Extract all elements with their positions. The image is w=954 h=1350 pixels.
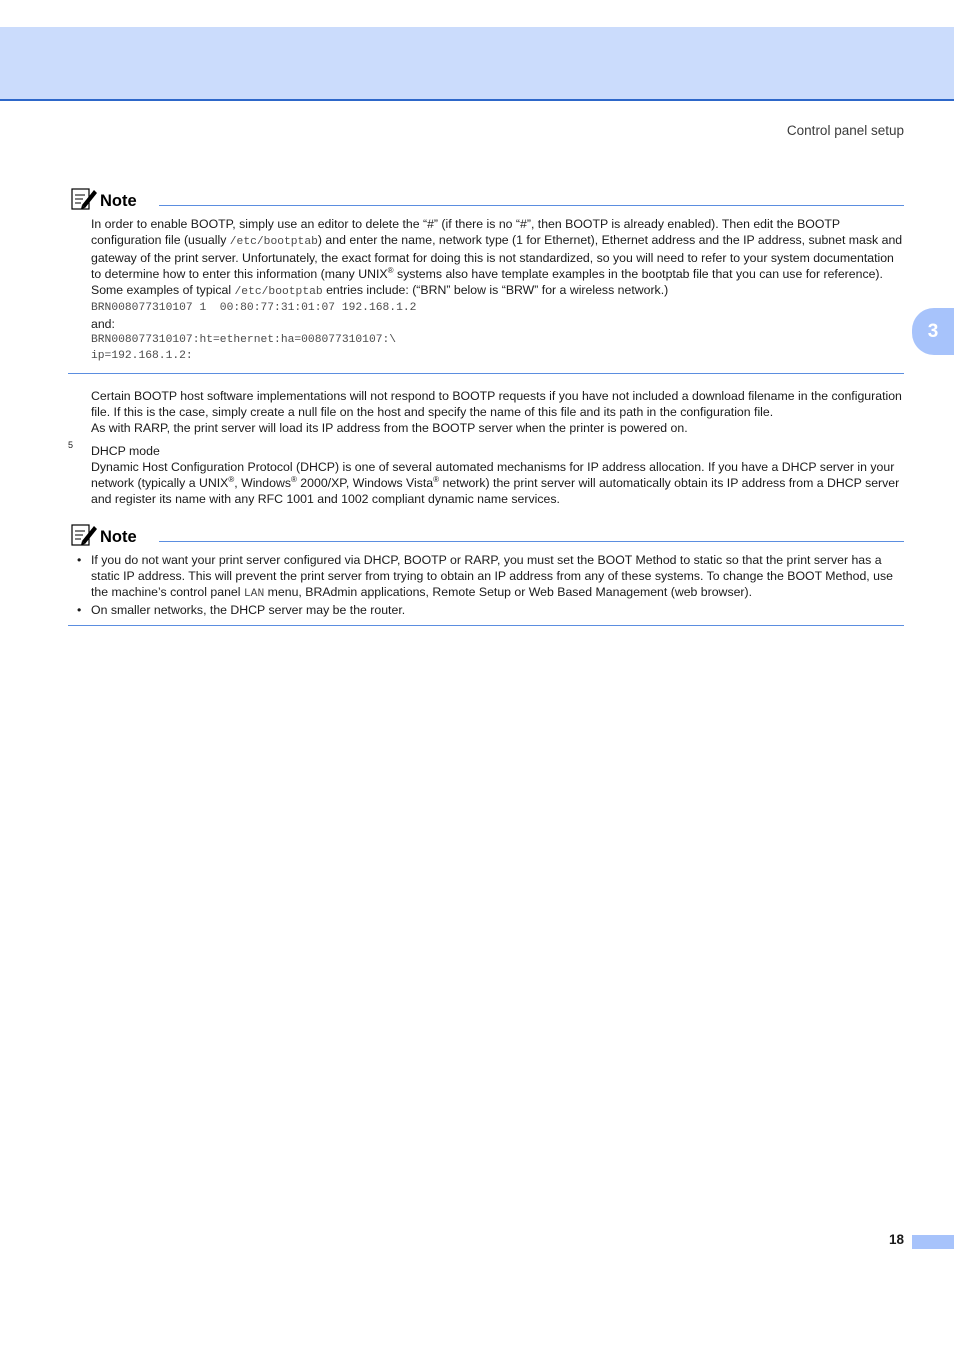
note-header — [70, 186, 904, 214]
note-title: Note — [100, 528, 137, 546]
code-example: ip=192.168.1.2: — [91, 350, 193, 362]
note-end-rule — [68, 373, 904, 374]
bootp-paragraph: Certain BOOTP host software implementations will not respond to BOOTP requests if you have not included a download filename in the configuration file. If this is the case, simply create a null file on the host and specify the name of this file and its path in the configuration file. As with RARP, the print server will load its IP address from the BOOTP server when the printer is powered on. — [91, 389, 902, 435]
note-text: and: — [91, 317, 115, 331]
chapter-tab: 3 — [912, 308, 954, 355]
note-rule — [159, 541, 904, 542]
section-title: DHCP mode — [91, 444, 160, 458]
file-path: /etc/bootptab — [229, 236, 318, 248]
step-number: 5 — [68, 440, 74, 450]
pencil-note-icon — [70, 186, 98, 212]
note-end-rule — [68, 625, 904, 626]
list-item: • If you do not want your print server configured via DHCP, BOOTP or RARP, you must set the BOOT Method to static so that the print server has a static IP address. This will prevent the print server from trying to obtain an IP address from any of these systems. To change the BOOT Method, use the machine’s control panel LAN menu, BRAdmin applications, Remote Setup or Web Based Management (web browser). — [77, 553, 893, 600]
header-banner — [0, 27, 954, 101]
footer-tab — [912, 1235, 954, 1249]
code-example: BRN008077310107 1 00:80:77:31:01:07 192.168.1.2 — [91, 302, 417, 314]
note-body — [77, 552, 906, 618]
dhcp-section — [91, 443, 906, 507]
file-path: /etc/bootptab — [234, 286, 323, 298]
page-number: 18 — [888, 1232, 904, 1247]
note-rule — [159, 205, 904, 206]
note-body — [91, 216, 906, 364]
note-paragraph: In order to enable BOOTP, simply use an editor to delete the “#” (if there is no “#”, then BOOTP is already enabled). Then edit the BOOTP configuration file (usually /etc/bootptab) and enter the name, network type (1 for Ethernet), Ethernet address and the IP address, subnet mask and gateway of the print server. Unfortunately, the exact format for doing this is not standardized, so you will need to refer to your system documentation to determine how to enter this information (many UNIX® systems also have template examples in the bootptab file that you can use for reference). Some examples of typical /etc/bootptab entries include: (“BRN” below is “BRW” for a wireless network.) — [91, 217, 903, 298]
code-example: BRN008077310107:ht=ethernet:ha=008077310107:\ — [91, 334, 397, 346]
dhcp-body: Dynamic Host Configuration Protocol (DHCP) is one of several automated mechanisms for IP address allocation. If you have a DHCP server in your network (typically a UNIX®, Windows® 2000/XP, Windows Vista® network) the print server will automatically obtain its IP address from a DHCP server and register its name with any RFC 1001 and 1002 compliant dynamic name services. — [91, 460, 900, 506]
pencil-note-icon — [70, 522, 98, 548]
note-header — [70, 522, 904, 550]
menu-name: LAN — [243, 588, 265, 600]
note-title: Note — [100, 192, 137, 210]
running-title: Control panel setup — [786, 123, 904, 138]
list-item: • On smaller networks, the DHCP server may be the router. — [77, 603, 406, 617]
